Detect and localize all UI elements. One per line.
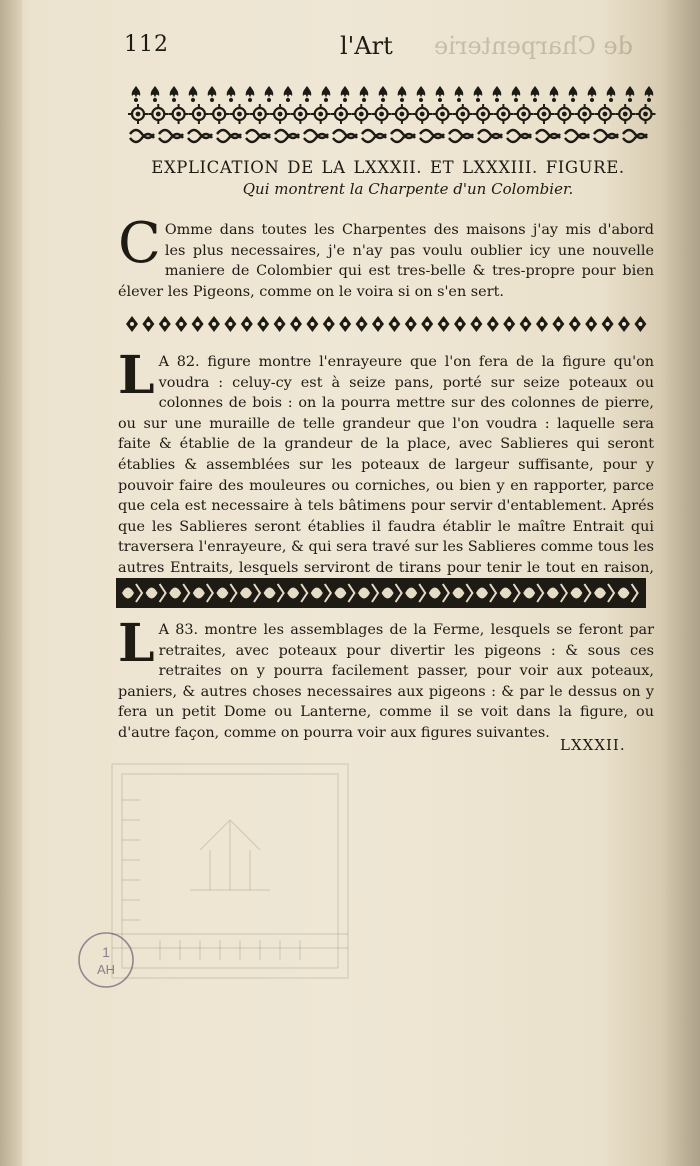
rosette-mark [615,104,635,124]
fleuron-mark [398,86,407,102]
rosette-mark [148,104,168,124]
knot-mark [420,130,444,142]
divider-fleuron [208,316,220,332]
page-number: 112 [124,32,169,57]
divider-fleuron [372,316,384,332]
figure-82-dropcap: L [118,345,155,406]
divider-fleuron [159,316,171,332]
divider-fleuron [126,316,138,332]
divider-fleuron [470,316,482,332]
knot-mark [623,130,647,142]
divider-fleuron [323,316,335,332]
figure-explanation-heading [118,158,658,198]
divider-fleuron [224,316,236,332]
fleuron-mark [341,86,350,102]
knot-mark [391,130,415,142]
divider-fleuron [290,316,302,332]
fleuron-mark [189,86,198,102]
fleuron-mark [303,86,312,102]
divider-fleuron [356,316,368,332]
divider-ornament-1 [122,312,656,336]
figure-83-dropcap: L [118,613,155,674]
divider-fleuron [536,316,548,332]
divider-fleuron [339,316,351,332]
fleuron-mark [284,86,293,102]
divider-fleuron [454,316,466,332]
fleuron-mark [626,86,635,102]
fleuron-mark [455,86,464,102]
fleuron-mark [132,86,141,102]
running-head: l'Art [340,32,393,60]
knot-mark [333,130,357,142]
knot-mark [188,130,212,142]
knot-mark [304,130,328,142]
figure-82-text: A 82. figure montre l'enrayeure que l'on fera de la figure qu'on voudra : celuy-cy est à seize pans, porté sur seize poteaux ou colonnes de bois : on la pourra mettre sur des colonnes de pierre, ou sur une muraille de telle grandeur que l'on voudra : laquelle sera faite & établie de la grandeur de la place, avec Sablieres qui seront établies & assemblées sur les poteaux de largeur suffisante, pour y pouvoir faire des mouleures ou corniches, ou bien y en rapporter, parce que cela est necessaire à tels bâtimens pour servir d'entablement. Aprés que les Sablieres seront établies il faudra établir le maître Entrait qui traversera l'enrayeure, & qui sera travé sur les Sablieres comme tous les autres Entraits, lesquels serviront de tirans pour tenir le tout en raison, [118,354,654,576]
rosette-mark [514,104,534,124]
divider-fleuron [520,316,532,332]
bleed-through-text: de Charpenterie [434,32,634,60]
rosette-mark [595,104,615,124]
fleuron-mark [265,86,274,102]
divider-fleuron [192,316,204,332]
rosette-mark [189,104,209,124]
knot-mark [362,130,386,142]
fleuron-mark [151,86,160,102]
rosette-mark [554,104,574,124]
stamp-line-1: 1 [102,944,110,960]
show-through-drawing [100,760,360,990]
knot-mark [507,130,531,142]
intro-dropcap: C [118,211,161,276]
fleuron-mark [417,86,426,102]
fleuron-mark [436,86,445,102]
figure-83-paragraph [118,613,654,744]
knot-mark [275,130,299,142]
knot-mark [217,130,241,142]
rosette-mark [433,104,453,124]
rosette-mark [270,104,290,124]
fleuron-mark [322,86,331,102]
fleuron-mark [246,86,255,102]
fleuron-mark [379,86,388,102]
page-edge-shadow [662,0,700,1166]
rosette-mark [473,104,493,124]
divider-fleuron [503,316,515,332]
heading-subtitle: Qui montrent la Charpente d'un Colombier. [242,180,574,198]
rosette-mark [311,104,331,124]
divider-fleuron [438,316,450,332]
divider-fleuron [257,316,269,332]
knot-mark [565,130,589,142]
page-gutter [0,0,22,1166]
knot-mark [449,130,473,142]
intro-paragraph [118,211,654,302]
divider-fleuron [405,316,417,332]
rosette-mark [493,104,513,124]
rosette-mark [636,104,656,124]
stamp-line-2: AH [96,962,116,977]
divider-fleuron [618,316,630,332]
divider-fleuron [306,316,318,332]
rosette-mark [209,104,229,124]
rosette-mark [290,104,310,124]
fleuron-mark [360,86,369,102]
divider-fleuron [487,316,499,332]
rosette-mark [331,104,351,124]
fleuron-mark [493,86,502,102]
rosette-mark [575,104,595,124]
divider-fleuron [569,316,581,332]
fleuron-mark [170,86,179,102]
intro-text: Omme dans toutes les Charpentes des maisons j'ay mis d'abord les plus necessaires, j'e n'ay pas voulu oublier icy une nouvelle maniere de Colombier qui est tres-belle & tres-propre pour bien élever les Pigeons, comme on le voira si on s'en sert. [118,222,654,300]
divider-fleuron [274,316,286,332]
rosette-mark [128,104,148,124]
fleuron-mark [588,86,597,102]
rosette-mark [392,104,412,124]
fleuron-mark [569,86,578,102]
fleuron-mark [531,86,540,102]
rosette-mark [412,104,432,124]
knot-mark [536,130,560,142]
divider-ornament-2 [116,574,646,612]
headpiece-ornament [124,84,656,148]
knot-mark [478,130,502,142]
divider-fleuron [602,316,614,332]
catchword: LXXXII. [560,736,626,754]
divider-fleuron [175,316,187,332]
figure-82-paragraph [118,345,654,599]
fleuron-mark [607,86,616,102]
divider-fleuron [388,316,400,332]
knot-mark [130,130,154,142]
knot-mark [159,130,183,142]
rosette-mark [250,104,270,124]
fleuron-mark [645,86,654,102]
fleuron-mark [474,86,483,102]
heading-title: EXPLICATION DE LA LXXXII. ET LXXXIII. FIGURE. [151,158,625,177]
figure-83-text: A 83. montre les assemblages de la Ferme, lesquels se feront par retraites, avec poteaux pour divertir les pigeons : & sous ces retraites on y pourra facilement passer, pour voir aux poteaux, paniers, & autres choses necessaires aux pigeons : & par le dessus on y fera un petit Dome ou Lanterne, comme il se voit dans la figure, ou d'autre façon, comme on pourra voir aux figures suivantes. [118,622,654,741]
rosette-mark [169,104,189,124]
rosette-mark [230,104,250,124]
divider-fleuron [142,316,154,332]
divider-fleuron [241,316,253,332]
rosette-mark [372,104,392,124]
library-stamp [76,930,136,990]
fleuron-mark [227,86,236,102]
fleuron-mark [512,86,521,102]
divider-fleuron [552,316,564,332]
knot-mark [246,130,270,142]
divider-fleuron [585,316,597,332]
divider-fleuron [634,316,646,332]
rosette-mark [351,104,371,124]
rosette-mark [534,104,554,124]
rosette-mark [453,104,473,124]
fleuron-mark [550,86,559,102]
page-header [122,32,662,62]
knot-mark [594,130,618,142]
fleuron-mark [208,86,217,102]
divider-fleuron [421,316,433,332]
